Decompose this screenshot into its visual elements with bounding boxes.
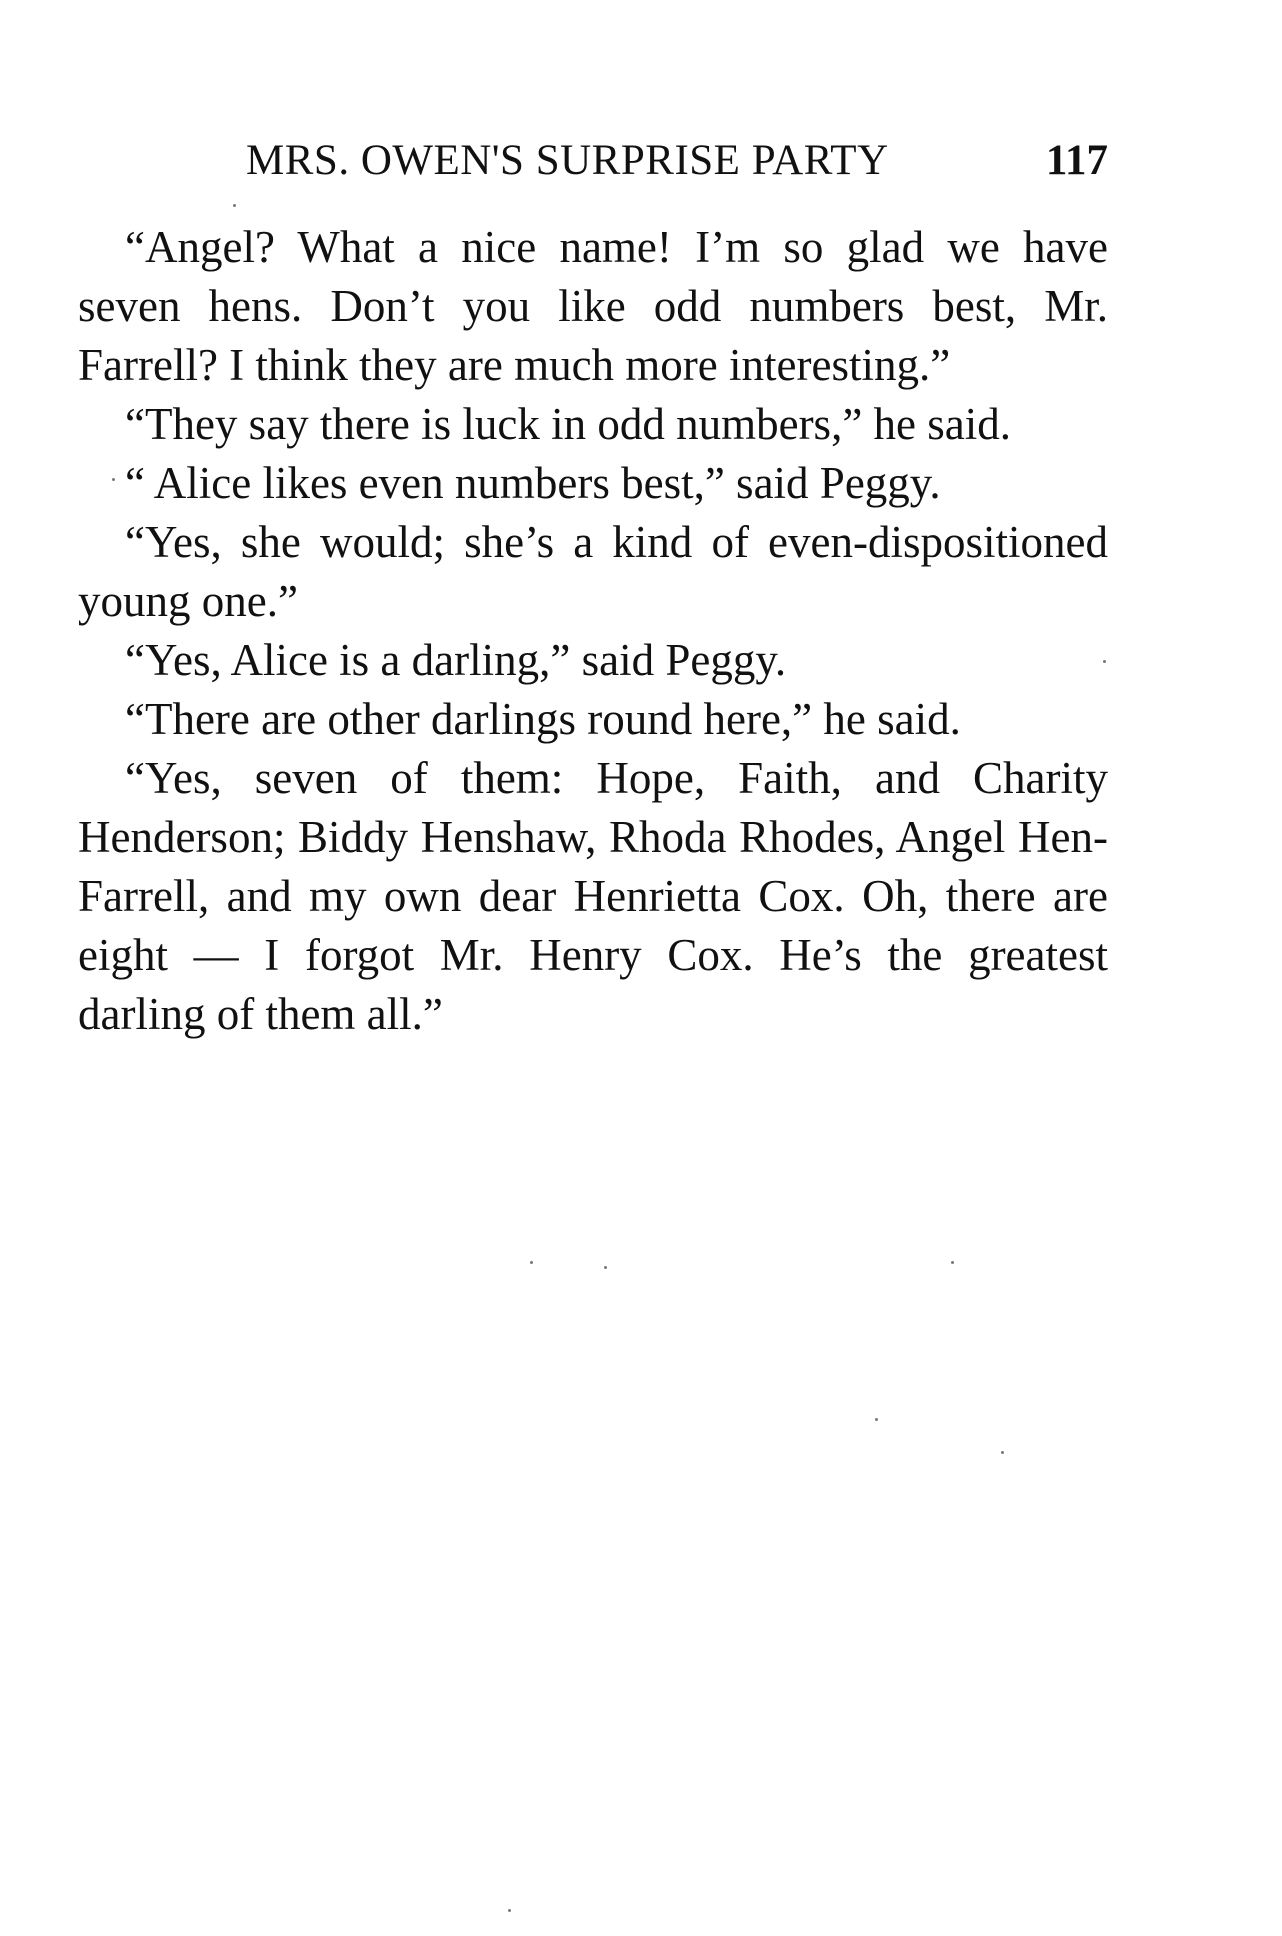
page-number: 117 xyxy=(1045,137,1108,184)
scan-speck xyxy=(233,204,236,207)
scan-speck xyxy=(508,1909,511,1912)
paragraph: “Angel? What a nice name! I’m so glad we have seven hens. Don’t you like odd numbers best, Mr. Farrell? I think they are much more interesting.” xyxy=(78,222,1108,390)
paragraph: “Yes, seven of them: Hope, Faith, and Charity Henderson; Biddy Henshaw, Rhoda Rhodes, Angel Hen-Farrell, and my own dear Henrietta Cox. Oh, there are eight — I forgot Mr. Henry Cox. He’s the greatest darling of them all.” xyxy=(78,753,1108,1039)
scan-speck xyxy=(112,478,115,481)
running-head xyxy=(246,136,1108,196)
scan-speck xyxy=(1103,660,1106,663)
body-text xyxy=(78,218,1108,1044)
paragraph: “ Alice likes even numbers best,” said Peggy. xyxy=(125,458,941,508)
scan-speck xyxy=(875,1418,878,1421)
scan-speck xyxy=(951,1261,954,1264)
scan-speck xyxy=(604,1266,607,1269)
paragraph: “Yes, Alice is a darling,” said Peggy. xyxy=(125,635,787,685)
scan-speck xyxy=(1001,1451,1004,1454)
running-title: MRS. OWEN'S SURPRISE PARTY xyxy=(246,137,889,184)
paragraph: “There are other darlings round here,” he said. xyxy=(125,694,961,744)
paragraph: “They say there is luck in odd numbers,” he said. xyxy=(125,399,1012,449)
scan-speck xyxy=(530,1261,533,1264)
paragraph: “Yes, she would; she’s a kind of even-dispositioned young one.” xyxy=(78,517,1108,626)
